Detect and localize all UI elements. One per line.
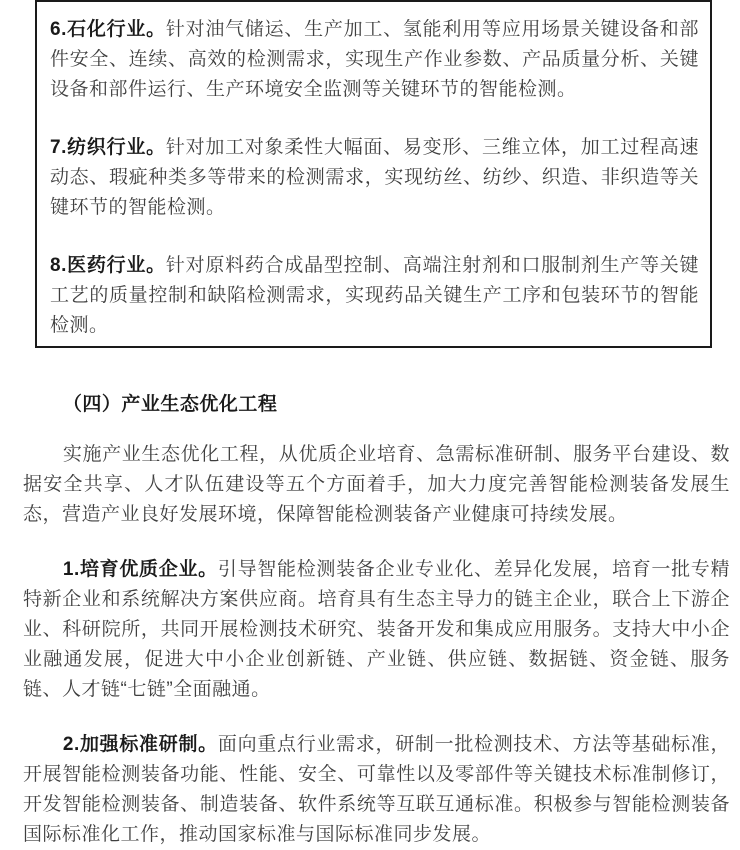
section-heading: （四）产业生态优化工程	[62, 394, 278, 415]
industry-item-7-label: 7.纺织行业。	[50, 137, 166, 158]
industry-item-7	[50, 133, 699, 223]
industry-item-7-text: 针对加工对象柔性大幅面、易变形、三维立体，加工过程高速动态、瑕疵种类多等带来的检测需求，实现纺丝、纺纱、织造、非织造等关键环节的智能检测。	[50, 137, 699, 218]
industry-items-box	[35, 0, 712, 348]
task-item-2-label: 2.加强标准研制。	[62, 734, 218, 755]
industry-item-6-text: 针对油气储运、生产加工、氢能利用等应用场景关键设备和部件安全、连续、高效的检测需求，实现生产作业参数、产品质量分析、关键设备和部件运行、生产环境安全监测等关键环节的智能检测。	[50, 19, 699, 100]
task-item-2	[23, 730, 730, 850]
industry-item-8-label: 8.医药行业。	[50, 255, 166, 276]
section-intro-paragraph: 实施产业生态优化工程，从优质企业培育、急需标准研制、服务平台建设、数据安全共享、人才队伍建设等五个方面着手，加大力度完善智能检测装备发展生态，营造产业良好发展环境，保障智能检测装备产业健康可持续发展。	[23, 444, 730, 525]
industry-item-8	[50, 251, 699, 341]
industry-item-6-label: 6.石化行业。	[50, 19, 166, 40]
task-item-1-text: 引导智能检测装备企业专业化、差异化发展，培育一批专精特新企业和系统解决方案供应商。培育具有生态主导力的链主企业，联合上下游企业、科研院所，共同开展检测技术研究、装备开发和集成应用服务。支持大中小企业融通发展，促进大中小企业创新链、产业链、供应链、数据链、资金链、服务链、人才链“七链”全面融通。	[23, 559, 730, 700]
task-item-2-text: 面向重点行业需求，研制一批检测技术、方法等基础标准，开展智能检测装备功能、性能、安全、可靠性以及零部件等关键技术标准制修订，开发智能检测装备、制造装备、软件系统等互联互通标准。积极参与智能检测装备国际标准化工作，推动国家标准与国际标准同步发展。	[23, 734, 730, 845]
industry-item-6	[50, 15, 699, 105]
task-item-1-label: 1.培育优质企业。	[62, 559, 218, 580]
task-item-1	[23, 555, 730, 705]
industry-item-8-text: 针对原料药合成晶型控制、高端注射剂和口服制剂生产等关键工艺的质量控制和缺陷检测需求，实现药品关键生产工序和包装环节的智能检测。	[50, 255, 699, 336]
